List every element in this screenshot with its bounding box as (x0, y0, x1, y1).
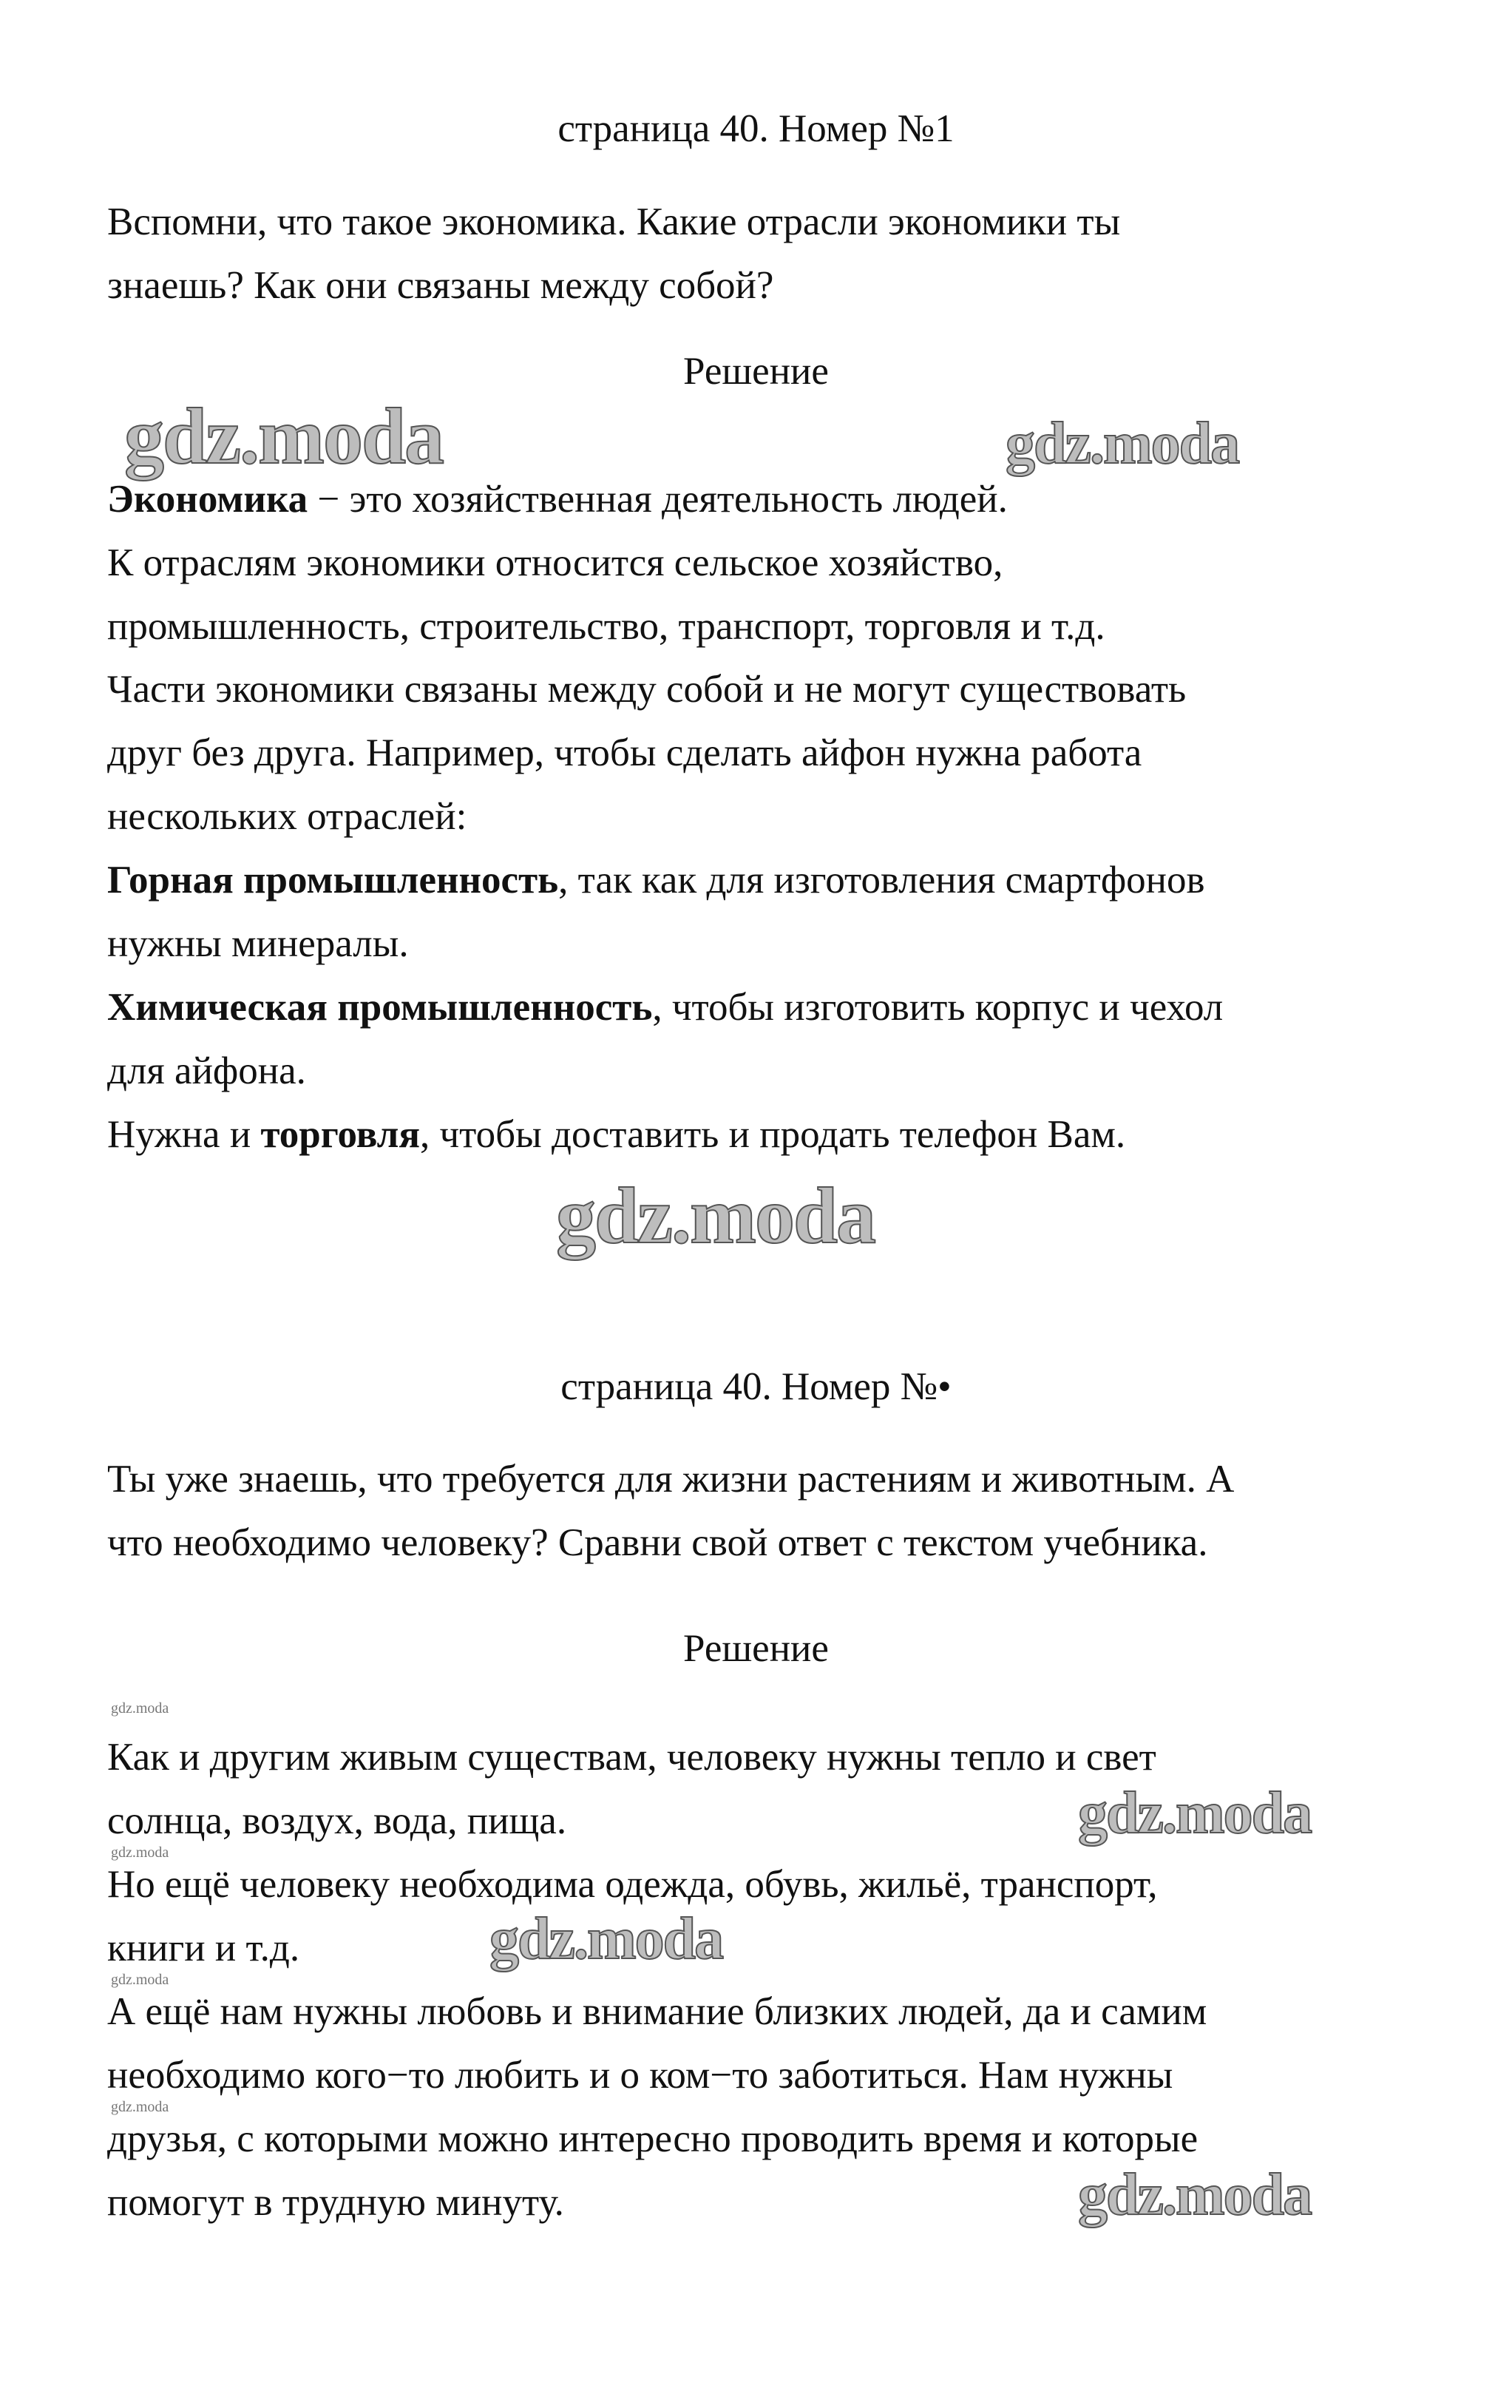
answer-line: помогут в трудную минуту. (107, 2181, 564, 2224)
answer-line: для айфона. (107, 1049, 306, 1092)
answer-line: друзья, с которыми можно интересно проводить время и которые (107, 2117, 1199, 2160)
answer-line (107, 856, 1205, 904)
watermark-logo: gdz.moda (489, 1907, 723, 1972)
watermark-logo: gdz.moda (1078, 1781, 1312, 1846)
watermark-small: gdz.moda (111, 1972, 169, 1988)
section2-solution-label: Решение (683, 1627, 829, 1670)
answer-line: нескольких отраслей: (107, 795, 467, 838)
answer-line: Части экономики связаны между собой и не могут существовать (107, 668, 1187, 711)
answer-line: нужны минералы. (107, 922, 409, 965)
answer-line: Как и другим живым существам, человеку нужны тепло и свет (107, 1736, 1156, 1779)
section1-solution-label: Решение (683, 350, 829, 393)
answer-text: Нужна и (107, 1113, 261, 1156)
answer-text: − это хозяйственная деятельность людей. (308, 478, 1008, 521)
watermark-logo: gdz.moda (1078, 2162, 1312, 2228)
bold-term: Экономика (107, 478, 308, 521)
answer-line (107, 1111, 1125, 1158)
answer-line (107, 476, 1008, 523)
answer-text: , чтобы изготовить корпус и чехол (652, 986, 1224, 1029)
section2-question-line: что необходимо человеку? Сравни свой ответ с текстом учебника. (107, 1521, 1208, 1564)
section1-question-line: знаешь? Как они связаны между собой? (107, 264, 774, 307)
answer-line: необходимо кого−то любить и о ком−то заботиться. Нам нужны (107, 2054, 1173, 2097)
watermark-small: gdz.moda (111, 2099, 169, 2115)
watermark-logo: gdz.moda (556, 1172, 875, 1260)
watermark-small: gdz.moda (111, 1844, 169, 1861)
answer-line: К отраслям экономики относится сельское хозяйство, (107, 541, 1003, 584)
answer-text: , чтобы доставить и продать телефон Вам. (420, 1113, 1126, 1156)
bold-term: Горная промышленность (107, 859, 559, 902)
section2-question-line: Ты уже знаешь, что требуется для жизни растениям и животным. А (107, 1458, 1235, 1501)
answer-line: Но ещё человеку необходима одежда, обувь, жильё, транспорт, (107, 1863, 1158, 1906)
bold-term: торговля (260, 1113, 421, 1156)
watermark-small: gdz.moda (111, 1700, 169, 1717)
watermark-logo: gdz.moda (1006, 411, 1239, 476)
answer-line: солнца, воздух, вода, пища. (107, 1799, 567, 1842)
section2-title: страница 40. Номер №• (560, 1365, 952, 1408)
answer-line: А ещё нам нужны любовь и внимание близких людей, да и самим (107, 1990, 1207, 2033)
answer-line (107, 984, 1223, 1031)
answer-line: промышленность, строительство, транспорт, торговля и т.д. (107, 605, 1105, 648)
bold-term: Химическая промышленность (107, 986, 653, 1029)
watermark-logo: gdz.moda (124, 393, 444, 481)
section1-title: страница 40. Номер №1 (557, 107, 955, 150)
answer-text: , так как для изготовления смартфонов (558, 859, 1205, 902)
answer-line: друг без друга. Например, чтобы сделать айфон нужна работа (107, 731, 1142, 774)
section1-question-line: Вспомни, что такое экономика. Какие отрасли экономики ты (107, 200, 1121, 243)
answer-line: книги и т.д. (107, 1927, 300, 1969)
